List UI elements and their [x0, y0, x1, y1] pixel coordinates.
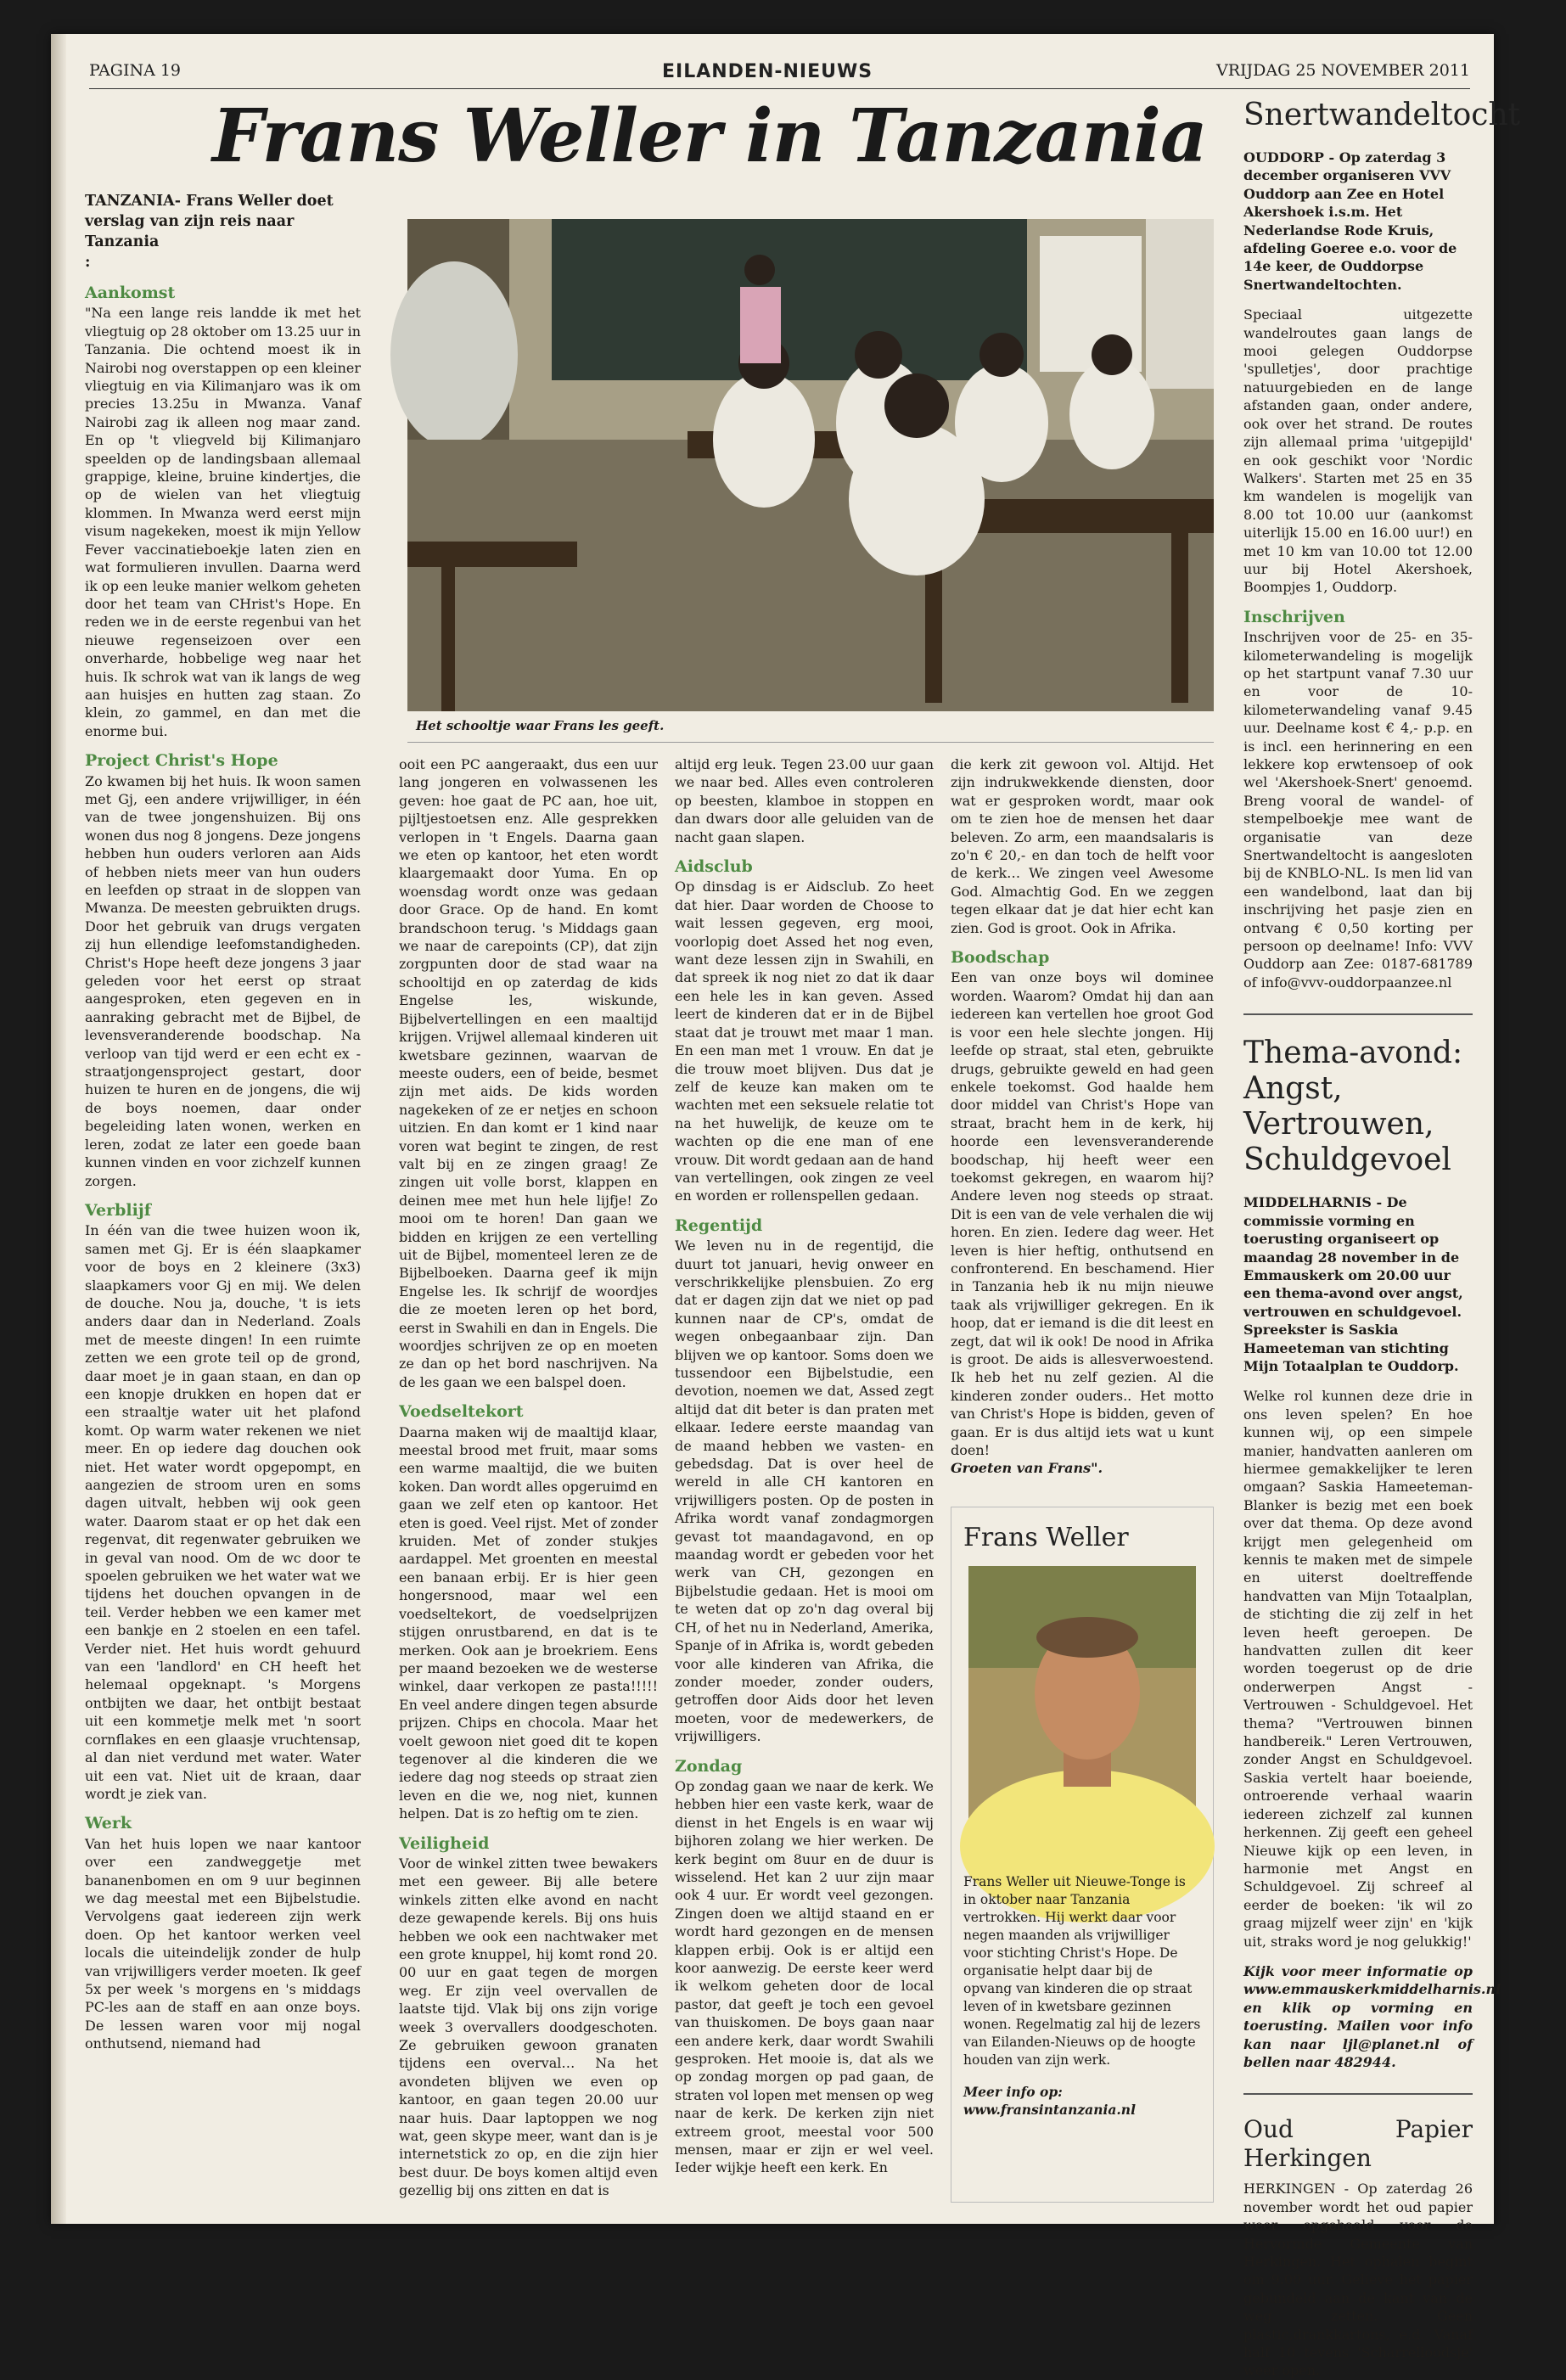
subhead-zondag: Zondag — [675, 1756, 743, 1776]
article-column-1 — [85, 191, 361, 2220]
paragraph-aidsclub: Op dinsdag is er Aidsclub. Zo heet dat hier. Daar worden de Choose to wait lessen gegeven, erg mooi, voorlopig doet Assed het nog even, want deze lessen zijn in Swahili, en dat spreek ik nog niet zo dat ik daar een hele les in kan geven. Assed leert de kinderen dat er in de Bijbel staat dat je trouwt met maar 1 man. En een man met 1 vrouw. En dat je die trouw moet blijven. Dus dat je zelf de keuze kan maken om te wachten met een seksuele relatie tot na het huwelijk, de keuze om te wachten op die ene man of ene vrouw. Dit wordt gedaan aan de hand van vertellingen, ook zingen ze veel en worden er rollenspellen gedaan. — [675, 878, 934, 1204]
caption-rule — [407, 742, 1214, 743]
oudpapier-title: Oud Papier Herkingen — [1243, 2115, 1473, 2173]
newspaper-page — [51, 34, 1521, 2379]
snert-title: Snertwandeltocht — [1243, 98, 1521, 132]
paragraph-pc-les: ooit een PC aangeraakt, dus een uur lang jongeren en volwassenen les geven: hoe gaat de PC aan, hoe uit, pijltjestoetsen enz. Alle gesprekken verlopen in 't Engels. Daarna gaan we eten op kantoor, het eten wordt klaargemaakt door Yuma. En op woensdag wordt onze was gedaan door Grace. Op de hand. En komt brandschoon terug. 's Middags gaan we naar de carepoints (CP), dat zijn zorgpunten door de stad waar na schooltijd en op zaterdag de kids Engelse les, wiskunde, Bijbelvertellingen en een maaltijd krijgen. Vrijwel allemaal kinderen uit kwetsbare gezinnen, waarvan de meeste ouders, een of beide, besmet zijn met aids. De kids worden nagekeken of ze er netjes en schoon uitzien. En dan komt er 1 kind naar voren wat begint te zingen, de rest valt bij en ze zingen graag! Ze zingen uit volle borst, klappen en deinen mee met hun hele lijfje! Zo mooi om te horen! Dan gaan we bidden en krijgen ze een vertelling uit de Bijbel, momenteel leren ze de Bijbelboeken. Daarna geef ik mijn Engelse les. Ik schrijf de woordjes die ze moeten leren op het bord, eerst in Swahili en dan in Engels. Die woordjes schrijven ze op en moeten ze dan op het bord naschrijven. Na de les gaan we een balspel doen. — [399, 756, 658, 1390]
article-column-4 — [951, 755, 1214, 1494]
subhead-aidsclub: Aidsclub — [675, 857, 753, 877]
paragraph-zondag: Op zondag gaan we naar de kerk. We hebben hier een vaste kerk, waar de dienst in het Engels is en waar wij bijhoren zolang we hier werken. De kerk begint om 8uur en de duur is wisselend. Het kan 2 uur zijn maar ook 4 uur. Er wordt veel gezongen. Zingen doen we altijd staand en er wordt hard gezongen en de mensen klappen erbij. Ook is er altijd een koor aanwezig. De eerste keer werd ik welkom geheten door de local pastor, dat geeft je toch een gevoel van thuiskomen. De boys gaan naar een andere kerk, daar wordt Swahili gesproken. Het mooie is, dat als we op zondag morgen op pad gaan, de straten vol lopen met mensen op weg naar de kerk. De kerken zijn niet extreem groot, meestal voor 500 mensen, maar er zijn er wel veel. Ieder wijkje heeft een kerk. En — [675, 1777, 934, 2176]
article-lead-colon: : — [85, 254, 91, 271]
subhead-veiligheid: Veiligheid — [399, 1833, 490, 1853]
masthead: EILANDEN-NIEUWS — [662, 61, 873, 82]
thema-lead: MIDDELHARNIS - De commissie vorming en toerusting organiseert op maandag 28 november in de Emmauskerk om 20.00 uur een thema-avond over angst, vertrouwen en schuldgevoel. Spreekster is Saskia Hameeteman van stichting Mijn Totaalplan te Ouddorp. — [1243, 1194, 1463, 1374]
subhead-voedseltekort: Voedseltekort — [399, 1402, 524, 1422]
oudpapier-text: HERKINGEN - Op zaterdag 26 november wordt het oud papier weer opgehaald voor de Hervormde Gemeente van Herkingen. Het ophalen begint om 9.00 uur. Gelieve het papier gebundeld aan de kant van de weg zetten. Geen plastic,drankkartons, e.d. Vanaf half 10 tevens 'Scharrelloodsje' weer open. — [1243, 2181, 1473, 2379]
paragraph-regentijd: We leven nu in de regentijd, die duurt tot januari, hevig onweer en verschrikkelijke plensbuien. Zo erg dat er dagen zijn dat we niet op pad kunnen naar de CP's, omdat de wegen onbegaanbaar zijn. Dan blijven we op kantoor. Soms doen we tussendoor een Bijbelstudie, een devotion, noemen we dat, Assed zegt altijd dat dit beter is dan praten met elkaar. Iedere eerste maandag van de maand hebben we vasten- en gebedsdag. Dat is over heel de wereld in alle CH kantoren en vrijwilligers posten. Op de posten in Afrika wordt vanaf zondagmorgen gevast tot maandagavond, en op maandag wordt er gebeden voor het werk van CH, gezongen en Bijbelstudie gedaan. Het is mooi om te weten dat op zo'n dag overal bij CH, of het nu in Nederland, Amerika, Spanje of in Afrika is, wordt gebeden voor alle kinderen van Afrika, die zonder moeder, zonder ouders, getroffen door Aids door het leven moeten, voor de medewerkers, de vrijwilligers. — [675, 1238, 934, 1745]
subhead-inschrijven: Inschrijven — [1243, 607, 1345, 626]
subhead-aankomst: Aankomst — [85, 283, 176, 302]
subhead-verblijf: Verblijf — [85, 1200, 151, 1220]
subhead-regentijd: Regentijd — [675, 1215, 763, 1235]
side-column — [1243, 98, 1521, 2379]
paragraph-nacht: altijd erg leuk. Tegen 23.00 uur gaan we naar bed. Alles even controleren op beesten, klamboe in stoppen en dan dwars door alle geluiden van de nacht gaan slapen. — [675, 756, 934, 845]
thema-text: Welke rol kunnen deze drie in ons leven spelen? En hoe kunnen wij, op een simpele manier, handvatten aanleren om hiermee gemakkelijker te leren omgaan? Saskia Hameeteman-Blanker is bezig met een boek over dat thema. Op deze avond krijgt men gelegenheid om kennis te maken met de simpele en uiterst doeltreffende handvatten van Mijn Totaalplan, de stichting die zij zelf in het leven heeft geroepen. De handvatten zullen dit keer worden toegerust op de drie onderwerpen Angst - Vertrouwen - Schuldgevoel. Het thema? "Vertrouwen binnen handbereik." Leren Vertrouwen, zonder Angst en Schuldgevoel. Saskia vertelt haar boeiende, ontroerende verhaal waarin iedereen zichzelf zal kunnen herkennen. Zij geeft een geheel Nieuwe kijk op een leven, in harmonie met Angst en Schuldgevoel. Zij schreef al eerder de boeken: 'ik wil zo graag mijzelf weer zijn' en 'kijk uit, straks word je nog gelukkig!' — [1243, 1388, 1473, 1950]
side-rule-2 — [1243, 2093, 1473, 2095]
signoff: Groeten van Frans". — [951, 1460, 1103, 1477]
subhead-werk: Werk — [85, 1814, 132, 1833]
paragraph-kerk: die kerk zit gewoon vol. Altijd. Het zijn indrukwekkende diensten, door wat er gesproken wordt, maar ook om te zien hoe de mensen het daar beleven. Zo arm, een maandsalaris is zo'n € 20,- en dan toch de helft voor de kerk… We zingen veel Awesome God. Almachtig God. En we zeggen tegen elkaar dat je dat hier echt kan zien. God is groot. Ook in Afrika. — [951, 756, 1214, 936]
profile-title: Frans Weller — [963, 1523, 1129, 1552]
classroom-illustration — [407, 219, 1214, 711]
photo-caption: Het schooltje waar Frans les geeft. — [416, 718, 665, 733]
side-rule-1 — [1243, 1013, 1473, 1015]
article-column-3 — [675, 755, 934, 2211]
page-spine — [51, 34, 66, 2224]
classroom-photo — [407, 219, 1214, 711]
article-lead: TANZANIA- Frans Weller doet verslag van zijn reis naar Tanzania — [85, 193, 334, 250]
snert-text: Speciaal uitgezette wandelroutes gaan langs de mooi gelegen Ouddorpse 'spulletjes', door prachtige natuurgebieden en de lange afstanden gaan, onder andere, ook over het strand. De routes zijn allemaal prima 'uitgepijld' en ook geschikt voor 'Nordic Walkers'. Starten met 25 en 35 km wandelen is mogelijk van 8.00 tot 10.00 uur (aankomst uiterlijk 15.00 en 16.00 uur!) en met 10 km van 10.00 tot 12.00 uur bij Hotel Akershoek, Boompjes 1, Ouddorp. — [1243, 306, 1473, 596]
paragraph-werk: Van het huis lopen we naar kantoor over een zandweggetje met bananenbomen en om 9 uur beginnen we dag meestal met een Bijbelstudie. Vervolgens gaat iedereen zijn werk doen. Op het kantoor werken veel locals die uiteindelijk zonder de hulp van vrijwilligers verder moeten. Ik geef 5x per week 's morgens en 's middags PC-les aan de staff en aan onze boys. De lessen waren voor mij nogal onthutsend, niemand had — [85, 1835, 361, 2052]
issue-date: VRIJDAG 25 NOVEMBER 2011 — [1216, 61, 1470, 80]
thema-more-info: Kijk voor meer informatie op www.emmauskerkmiddelharnis.nl en klik op vorming en toerusting. Mailen voor info kan naar ljl@planet.nl of bellen naar 482944. — [1243, 1962, 1501, 2070]
profile-text: Frans Weller uit Nieuwe-Tonge is in oktober naar Tanzania vertrokken. Hij werkt daar voor negen maanden als vrijwilliger voor stichting Christ's Hope. De organisatie helpt daar bij de opvang van kinderen die op straat leven of in kwetsbare gezinnen wonen. Regelmatig zal hij de lezers van Eilanden-Nieuws op de hoogte houden van zijn werk. — [963, 1874, 1201, 2068]
header-rule — [89, 88, 1470, 89]
portrait-illustration — [968, 1566, 1196, 1861]
subhead-boodschap: Boodschap — [951, 948, 1050, 968]
headline: Frans Weller in Tanzania — [212, 93, 1207, 179]
snert-inschrijven-text: Inschrijven voor de 25- en 35- kilometerwandeling is mogelijk op het startpunt vanaf 7.30 uur en voor de 10-kilometerwandeling vanaf 9.45 uur. Deelname kost € 4,- p.p. en is incl. een herinnering en een lekkere kop erwtensoep of ook wel 'Akershoek-Snert' genoemd. Breng vooral de wandel- of stempelboekje mee want de organisatie van deze Snertwandeltocht is aangesloten bij de KNBLO-NL. Is men lid van een wandelbond, laat dan bij inschrijving het pasje zien en ontvang € 0,50 korting per persoon op deelname! Info: VVV Ouddorp aan Zee: 0187-681789 of info@vvv-ouddorpaanzee.nl — [1243, 629, 1473, 991]
profile-box — [951, 1507, 1214, 2203]
subhead-project: Project Christ's Hope — [85, 751, 278, 771]
thema-title: Thema-avond: Angst, Vertrouwen, Schuldgevoel — [1243, 1036, 1463, 1178]
paragraph-veiligheid: Voor de winkel zitten twee bewakers met een geweer. Bij alle betere winkels zitten elke avond en nacht deze gewapende kerels. Bij ons huis hebben we ook een nachtwaker met een grote knuppel, hij komt rond 20. 00 uur en gaat tegen de morgen weg. Er zijn veel overvallen de laatste tijd. Vlak bij ons zijn vorige week 3 overvallers doodgeschoten. Ze gebruiken gewoon granaten tijdens een overval… Na het avondeten blijven we even op kantoor, en gaan tegen 20.00 uur naar huis. Daar laptoppen we nog wat, geen skype meer, want dan is je internetstick zo op, en die zijn hier best duur. De boys komen altijd even gezellig bij ons zitten en dat is — [399, 1855, 658, 2199]
page-number: PAGINA 19 — [89, 61, 182, 80]
paragraph-aankomst: "Na een lange reis landde ik met het vliegtuig op 28 oktober om 13.25 uur in Tanzania. Die ochtend moest ik in Nairobi nog overstappen op een kleiner vliegtuig en via Kilimanjaro was ik om precies 13.25u in Mwanza. Vanaf Nairobi zag ik alleen nog maar zand. En op 't vliegveld bij Kilimanjaro speelden op de landingsbaan allemaal grappige, kleine, bruine kindertjes, die op de wielen van het vliegtuig klommen. In Mwanza werd eerst mijn visum nagekeken, moest ik mijn Yellow Fever vaccinatieboekje laten zien en wat formulieren invullen. Daarna werd ik op een leuke manier welkom geheten door het team van CHrist's Hope. En reden we in de eerste regenbui van het nieuwe regenseizoen over een onverharde, hobbelige weg naar het huis. Ik schrok wat van ik langs de weg aan huisjes en hutten zag staan. Zo klein, zo gammel, en dan met die enorme bui. — [85, 305, 361, 739]
snert-lead: OUDDORP - Op zaterdag 3 december organiseren VVV Ouddorp aan Zee en Hotel Akershoek i.s.m. Het Nederlandse Rode Kruis, afdeling Goeree e.o. voor de 14e keer, de Ouddorpse Snertwandeltochten. — [1243, 149, 1457, 293]
paragraph-boodschap: Een van onze boys wil dominee worden. Waarom? Omdat hij dan aan iedereen kan vertellen hoe groot God is voor een hele slechte jongen. Hij leefde op straat, stal eten, gebruikte drugs, gebruikte geweld en had geen enkele toekomst. God haalde hem door middel van Christ's Hope van straat, bracht hem in de kerk, hij hoorde een levensveranderende boodschap, hij heeft weer een toekomst gekregen, en waarom hij? Andere leven nog steeds op straat. Dit is een van de vele verhalen die wij horen. En zien. Iedere dag weer. Het leven is hier heftig, onthutsend en confronterend. En beschamend. Hier in Tanzania heb ik nu mijn nieuwe taak als vrijwilliger gekregen. En ik hoop, dat er iemand is die dit leest en zegt, dat wil ik ook! De nood in Afrika is groot. De aids is allesverwoestend. Ik heb het nu zelf gezien. Al die kinderen zonder ouders.. Het motto van Christ's Hope is bidden, geven of gaan. Er is dus altijd iets wat u kunt doen! — [951, 969, 1214, 1459]
paragraph-verblijf: In één van die twee huizen woon ik, samen met Gj. Er is één slaapkamer voor de boys en 2 kleinere (3x3) slaapkamers voor Gj en mij. We delen de douche. Nou ja, douche, 't is iets anders daar dan in Nederland. Zoals met de meeste dingen! In een ruimte zetten we een grote teil op de grond, daar moet je in gaan staan, en dan op een knopje drukken en hopen dat er een straaltje water uit het plafond komt. Op warm water rekenen we niet meer. En op iedere dag douchen ook niet. Het water wordt opgepompt, en aangezien de stroom uren en soms dagen uitvalt, hebben wij ook geen water. Daarom staat er op het dak een regenvat, dit regenwater gebruiken we in geval van nood. Om de wc door te spoelen gebruiken we het water wat we tijdens het douchen opvangen in de teil. Verder hebben we een kamer met een bankje en 2 stoelen en een tafel. Verder niet. Het huis wordt gehuurd van een 'landlord' en CH heeft het helemaal opgeknapt. 's Morgens ontbijten we daar, het ontbijt bestaat uit een kommetje melk met 'n soort cornflakes en een glaasje vruchtensap, al dan niet verdund met water. Water uit een vat. Niet uit de kraan, daar wordt je ziek van. — [85, 1222, 361, 1802]
article-column-2 — [399, 755, 658, 2211]
portrait-photo — [968, 1566, 1196, 1861]
profile-more-info: Meer info op: www.fransintanzania.nl — [963, 2084, 1136, 2118]
paragraph-project: Zo kwamen bij het huis. Ik woon samen met Gj, een andere vrijwilliger, in één van de twee jongenshuizen. Bij ons wonen dus nog 8 jongens. Deze jongens hebben hun ouders verloren aan Aids of hebben niets meer van hun ouders en leefden op straat in de sloppen van Mwanza. De meesten gebruikten drugs. Door het gebruik van drugs vergaten zij hun ellendige leefomstandigheden. Christ's Hope heeft deze jongens 3 jaar geleden voor het eerst op straat aangesproken, eten gegeven en in aanraking gebracht met de Bijbel, de levensveranderende boodschap. Na verloop van tijd werd er een echt ex -straatjongensproject gestart, door huizen te huren en de jongens, die wij de boys noemen, daar onder begeleiding laten wonen, werken en leren, zodat ze later een goede baan kunnen vinden en voor zichzelf kunnen zorgen. — [85, 772, 361, 1189]
paragraph-voedseltekort: Daarna maken wij de maaltijd klaar, meestal brood met fruit, maar soms een warme maaltijd, die we buiten koken. Dan wordt alles opgeruimd en gaan we zelf eten op kantoor. Het eten is goed. Veel rijst. Met of zonder kruiden. Met of zonder stukjes aardappel. Met groenten en meestal een banaan erbij. Er is hier geen hongersnood, maar wel een voedseltekort, de voedselprijzen stijgen onrustbarend, en dat is te merken. Ook aan je broekriem. Eens per maand bezoeken we de westerse winkel, daar verkopen ze pasta!!!!! En veel andere dingen tegen absurde prijzen. Chips en chocola. Maar het voelt gewoon niet goed dit te kopen tegenover al die kinderen die we iedere dag nog steeds op straat zien leven en die we, nog niet, kunnen helpen. Dat is zo heftig om te zien. — [399, 1423, 658, 1822]
